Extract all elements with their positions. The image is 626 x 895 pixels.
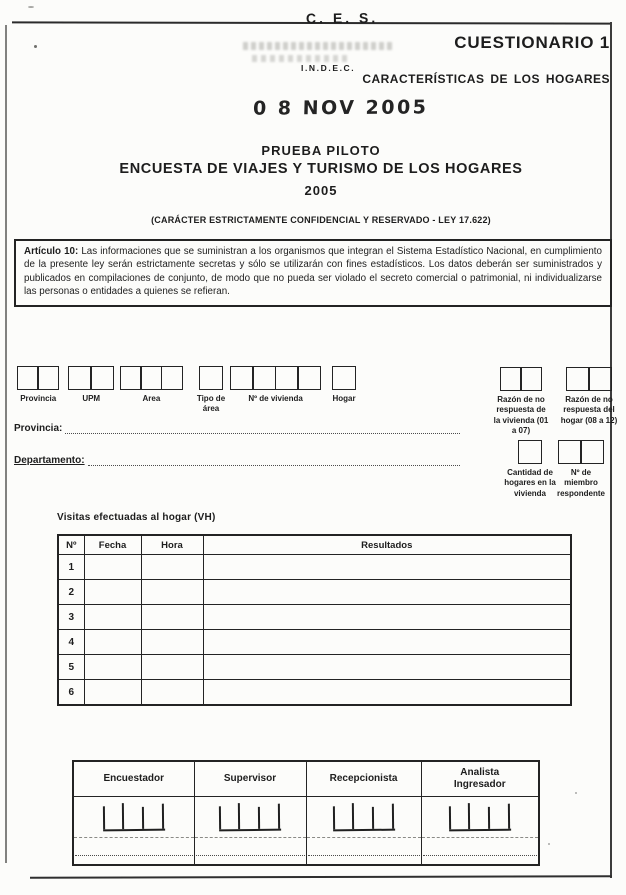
field-provincia — [14, 422, 460, 434]
codebox-cells — [199, 366, 223, 390]
dotted-write-line — [423, 855, 538, 856]
table-row — [58, 655, 571, 680]
codebox-cells — [566, 367, 612, 391]
hora-cell — [141, 680, 203, 706]
column-header: Analista Ingresador — [421, 761, 539, 797]
signature-cell — [194, 838, 306, 866]
codebox-cells — [120, 366, 183, 390]
codebox-cells — [558, 440, 604, 464]
codebox-label: Nº de miembro respondente — [556, 468, 605, 498]
dotted-write-line — [196, 855, 305, 856]
article-10-label: Artículo 10: — [24, 246, 79, 257]
dotted-write-line — [75, 855, 193, 856]
column-header: Nº — [58, 535, 84, 555]
staff-code-row — [73, 797, 539, 838]
codebox-numero-vivienda — [230, 366, 321, 404]
table-row — [58, 630, 571, 655]
column-header: Hora — [141, 535, 203, 555]
codebox-label: Hogar — [332, 394, 356, 403]
codebox-upm — [68, 366, 114, 404]
resultados-cell — [203, 630, 571, 655]
codebox-label: Razón de no respuesta de la vivienda (01 a 07) — [493, 395, 549, 436]
code-write-cell — [194, 797, 306, 838]
indec-label: I.N.D.E.C. — [301, 63, 356, 73]
article-10-text: Las informaciones que se suministran a los organismos que integran el Sistema Estadístico Nacional, en cumplimiento de la presente ley serán estrictamente secretas y sólo se utilizarán con fines estadísticos. Los datos deberán ser suministrados y publicados en compilaciones de conjunto, de modo que no pueda ser violado el secreto comercial o patrimonial, ni individualizarse las personas o entidades a quienes se refieran. — [24, 246, 602, 297]
codebox-razon-no-respuesta-hogar — [554, 367, 624, 426]
codebox-cells — [518, 440, 542, 464]
dotted-write-line — [65, 422, 460, 434]
resultados-cell — [203, 680, 571, 706]
column-header: Resultados — [203, 535, 571, 555]
scan-artifact — [34, 45, 37, 48]
staff-signature-row — [73, 838, 539, 866]
visit-number: 2 — [58, 580, 84, 605]
codebox-cells — [230, 366, 321, 390]
signature-cell — [306, 838, 421, 866]
code-write-cell — [306, 797, 421, 838]
codebox-cells — [500, 367, 542, 391]
column-header: Fecha — [84, 535, 141, 555]
scan-artifact — [575, 792, 577, 794]
codebox-cantidad-hogares — [499, 440, 561, 499]
handwritten-code-boxes — [332, 803, 394, 832]
codebox-area — [120, 366, 183, 404]
ces-stamp: C. E. S. — [305, 9, 379, 27]
page-border-left — [5, 25, 7, 863]
codebox-cells — [17, 366, 59, 390]
article-10-box — [14, 239, 612, 307]
codebox-cells — [332, 366, 356, 390]
handwritten-code-boxes — [103, 803, 165, 832]
signature-cell — [421, 838, 539, 866]
handwritten-code-boxes — [449, 803, 511, 832]
codebox-hogar — [332, 366, 356, 404]
title-survey-name: ENCUESTA DE VIAJES Y TURISMO DE LOS HOGARES — [119, 161, 523, 177]
hora-cell — [141, 655, 203, 680]
signature-cell — [73, 838, 194, 866]
fecha-cell — [84, 680, 141, 706]
hora-cell — [141, 605, 203, 630]
title-year: 2005 — [304, 183, 338, 198]
title-prueba-piloto: PRUEBA PILOTO — [261, 143, 381, 158]
code-write-cell — [421, 797, 539, 838]
visit-number: 5 — [58, 655, 84, 680]
fecha-cell — [84, 580, 141, 605]
codebox-label: Tipo de área — [196, 394, 226, 414]
fecha-cell — [84, 630, 141, 655]
dotted-write-line — [308, 855, 420, 856]
resultados-cell — [203, 605, 571, 630]
fecha-cell — [84, 655, 141, 680]
resultados-cell — [203, 580, 571, 605]
codebox-cells — [68, 366, 114, 390]
dotted-write-line — [88, 454, 460, 466]
codebox-miembro-respondente — [554, 440, 608, 499]
field-label: Provincia: — [14, 423, 63, 434]
field-departamento — [14, 454, 460, 466]
hora-cell — [141, 555, 203, 580]
page-border-bottom — [30, 875, 612, 879]
hora-cell — [141, 630, 203, 655]
resultados-cell — [203, 655, 571, 680]
confidentiality-note: (CARÁCTER ESTRICTAMENTE CONFIDENCIAL Y RESERVADO - LEY 17.622) — [151, 215, 491, 225]
visit-number: 3 — [58, 605, 84, 630]
staff-header-row — [73, 761, 539, 797]
codebox-tipo-de-area — [193, 366, 229, 415]
staff-table — [72, 760, 540, 866]
visit-number: 4 — [58, 630, 84, 655]
visit-number: 1 — [58, 555, 84, 580]
visit-number: 6 — [58, 680, 84, 706]
questionnaire-title: CUESTIONARIO 1 — [454, 33, 610, 52]
visits-table-title: Visitas efectuadas al hogar (VH) — [57, 512, 216, 523]
visits-header-row — [58, 535, 571, 555]
scan-artifact — [28, 6, 34, 8]
fecha-cell — [84, 555, 141, 580]
table-row — [58, 680, 571, 706]
codebox-label: UPM — [82, 394, 101, 403]
codebox-label: Area — [142, 394, 161, 403]
codebox-label: Razón de no respuesta del hogar (08 a 12) — [560, 395, 618, 425]
resultados-cell — [203, 555, 571, 580]
faint-stamp-line — [252, 55, 348, 62]
code-write-cell — [73, 797, 194, 838]
hora-cell — [141, 580, 203, 605]
visits-table — [57, 534, 572, 706]
table-row — [58, 555, 571, 580]
codebox-label: Cantidad de hogares en la vivienda — [504, 468, 556, 498]
table-row — [58, 605, 571, 630]
codebox-label: Provincia — [20, 394, 57, 403]
scan-artifact — [548, 843, 550, 845]
fecha-cell — [84, 605, 141, 630]
codebox-label: Nº de vivienda — [248, 394, 303, 403]
form-subtitle: CARACTERÍSTICAS DE LOS HOGARES — [362, 72, 610, 86]
column-header: Supervisor — [194, 761, 306, 797]
faint-stamp-line — [243, 42, 395, 50]
field-label: Departamento: — [14, 455, 85, 466]
handwritten-code-boxes — [219, 803, 281, 832]
codebox-razon-no-respuesta-vivienda — [492, 367, 550, 437]
column-header: Encuestador — [73, 761, 194, 797]
codebox-provincia — [17, 366, 59, 404]
column-header: Recepcionista — [306, 761, 421, 797]
date-received-stamp: 0 8 NOV 2005 — [252, 96, 429, 120]
table-row — [58, 580, 571, 605]
